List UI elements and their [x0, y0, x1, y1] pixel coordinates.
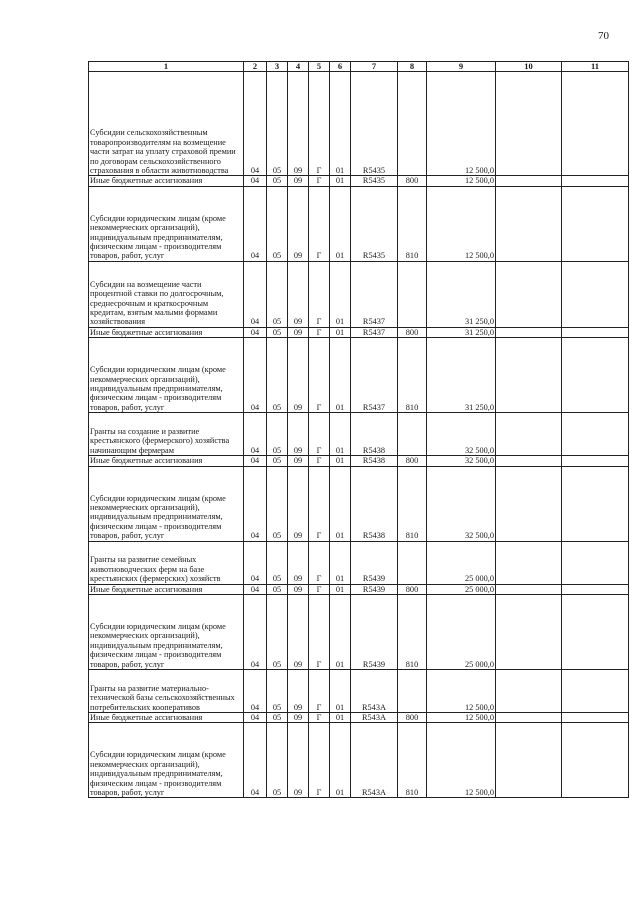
- row-cell-c8: 810: [398, 595, 427, 670]
- row-cell-c3: 05: [267, 72, 288, 176]
- row-cell-c6: 01: [330, 327, 351, 337]
- row-cell-c11: [562, 723, 629, 798]
- row-cell-c3: 05: [267, 338, 288, 413]
- row-cell-c4: 09: [288, 413, 309, 456]
- row-cell-c10: [496, 176, 562, 186]
- column-header: 2: [244, 62, 267, 72]
- table-row: [89, 670, 629, 713]
- row-cell-c9: 31 250,0: [427, 261, 496, 327]
- header-row: [89, 62, 629, 72]
- row-name-cell: Субсидии юридическим лицам (кроме некоммерческих организаций), индивидуальным предпринимателям, физическим лицам - производителям товаров, работ, услуг: [89, 186, 244, 261]
- table-row: [89, 327, 629, 337]
- row-cell-c5: Г: [309, 456, 330, 466]
- row-cell-c4: 09: [288, 713, 309, 723]
- row-cell-c3: 05: [267, 456, 288, 466]
- row-cell-c6: 01: [330, 541, 351, 584]
- row-cell-c3: 05: [267, 466, 288, 541]
- row-cell-c2: 04: [244, 261, 267, 327]
- column-header: 8: [398, 62, 427, 72]
- column-header: 6: [330, 62, 351, 72]
- row-cell-c3: 05: [267, 261, 288, 327]
- row-cell-c4: 09: [288, 723, 309, 798]
- row-cell-c6: 01: [330, 176, 351, 186]
- row-name-cell: Субсидии сельскохозяйственным товаропроизводителям на возмещение части затрат на уплату страховой премии по договорам сельскохозяйственного страхования в области животноводства: [89, 72, 244, 176]
- row-name-cell: Иные бюджетные ассигнования: [89, 713, 244, 723]
- row-name-cell: Субсидии юридическим лицам (кроме некоммерческих организаций), индивидуальным предпринимателям, физическим лицам - производителям товаров, работ, услуг: [89, 723, 244, 798]
- table-row: [89, 186, 629, 261]
- row-cell-c9: 12 500,0: [427, 186, 496, 261]
- row-cell-c8: [398, 72, 427, 176]
- row-cell-c9: 31 250,0: [427, 327, 496, 337]
- row-cell-c10: [496, 413, 562, 456]
- row-cell-c7: R5435: [351, 176, 398, 186]
- row-cell-c3: 05: [267, 176, 288, 186]
- row-cell-c2: 04: [244, 584, 267, 594]
- row-name-cell: Гранты на создание и развитие крестьянского (фермерского) хозяйства начинающим фермерам: [89, 413, 244, 456]
- row-cell-c11: [562, 327, 629, 337]
- row-cell-c9: 32 500,0: [427, 413, 496, 456]
- row-cell-c5: Г: [309, 327, 330, 337]
- column-header: 4: [288, 62, 309, 72]
- row-cell-c8: 810: [398, 466, 427, 541]
- row-cell-c4: 09: [288, 186, 309, 261]
- row-cell-c7: R5438: [351, 456, 398, 466]
- row-cell-c11: [562, 595, 629, 670]
- row-name-cell: Гранты на развитие материально-технической базы сельскохозяйственных потребительских кооперативов: [89, 670, 244, 713]
- row-cell-c9: 25 000,0: [427, 584, 496, 594]
- row-name-cell: Субсидии юридическим лицам (кроме некоммерческих организаций), индивидуальным предпринимателям, физическим лицам - производителям товаров, работ, услуг: [89, 595, 244, 670]
- row-cell-c9: 31 250,0: [427, 338, 496, 413]
- row-cell-c8: [398, 413, 427, 456]
- row-cell-c4: 09: [288, 338, 309, 413]
- column-header: 1: [89, 62, 244, 72]
- row-cell-c7: R5435: [351, 72, 398, 176]
- row-cell-c11: [562, 456, 629, 466]
- row-cell-c6: 01: [330, 584, 351, 594]
- row-cell-c10: [496, 713, 562, 723]
- budget-table: [88, 61, 629, 798]
- row-cell-c9: 32 500,0: [427, 456, 496, 466]
- row-cell-c2: 04: [244, 186, 267, 261]
- row-cell-c5: Г: [309, 541, 330, 584]
- row-cell-c6: 01: [330, 413, 351, 456]
- row-cell-c11: [562, 466, 629, 541]
- row-cell-c9: 12 500,0: [427, 72, 496, 176]
- row-name-cell: Иные бюджетные ассигнования: [89, 456, 244, 466]
- row-name-cell: Иные бюджетные ассигнования: [89, 327, 244, 337]
- table-row: [89, 338, 629, 413]
- row-cell-c2: 04: [244, 338, 267, 413]
- row-cell-c10: [496, 670, 562, 713]
- row-cell-c8: 800: [398, 584, 427, 594]
- row-cell-c8: 810: [398, 723, 427, 798]
- row-cell-c8: 810: [398, 338, 427, 413]
- row-cell-c2: 04: [244, 327, 267, 337]
- row-name-cell: Субсидии юридическим лицам (кроме некоммерческих организаций), индивидуальным предпринимателям, физическим лицам - производителям товаров, работ, услуг: [89, 466, 244, 541]
- row-cell-c10: [496, 584, 562, 594]
- row-cell-c2: 04: [244, 723, 267, 798]
- row-cell-c11: [562, 176, 629, 186]
- table-row: [89, 723, 629, 798]
- row-cell-c9: 12 500,0: [427, 713, 496, 723]
- page-number: 70: [598, 30, 609, 42]
- row-cell-c6: 01: [330, 595, 351, 670]
- row-cell-c5: Г: [309, 72, 330, 176]
- row-cell-c6: 01: [330, 723, 351, 798]
- column-header: 5: [309, 62, 330, 72]
- row-cell-c8: 800: [398, 327, 427, 337]
- row-cell-c2: 04: [244, 670, 267, 713]
- row-cell-c3: 05: [267, 584, 288, 594]
- row-cell-c5: Г: [309, 186, 330, 261]
- row-cell-c4: 09: [288, 176, 309, 186]
- row-cell-c4: 09: [288, 466, 309, 541]
- row-cell-c5: Г: [309, 595, 330, 670]
- table-row: [89, 261, 629, 327]
- row-cell-c11: [562, 413, 629, 456]
- column-header: 3: [267, 62, 288, 72]
- row-name-cell: Субсидии на возмещение части процентной ставки по долгосрочным, среднесрочным и краткосрочным кредитам, взятым малыми формами хозяйствования: [89, 261, 244, 327]
- row-cell-c9: 12 500,0: [427, 176, 496, 186]
- row-cell-c6: 01: [330, 338, 351, 413]
- row-cell-c6: 01: [330, 713, 351, 723]
- row-cell-c10: [496, 327, 562, 337]
- row-cell-c6: 01: [330, 261, 351, 327]
- row-cell-c3: 05: [267, 713, 288, 723]
- table-row: [89, 466, 629, 541]
- row-cell-c4: 09: [288, 261, 309, 327]
- row-cell-c4: 09: [288, 456, 309, 466]
- row-cell-c5: Г: [309, 338, 330, 413]
- table-row: [89, 176, 629, 186]
- row-name-cell: Иные бюджетные ассигнования: [89, 176, 244, 186]
- row-cell-c7: R5439: [351, 595, 398, 670]
- row-cell-c5: Г: [309, 723, 330, 798]
- row-cell-c7: R5435: [351, 186, 398, 261]
- row-cell-c5: Г: [309, 466, 330, 541]
- row-cell-c11: [562, 670, 629, 713]
- row-cell-c9: 25 000,0: [427, 595, 496, 670]
- row-cell-c11: [562, 72, 629, 176]
- row-cell-c8: [398, 541, 427, 584]
- row-cell-c9: 25 000,0: [427, 541, 496, 584]
- row-cell-c11: [562, 584, 629, 594]
- row-cell-c6: 01: [330, 186, 351, 261]
- row-cell-c10: [496, 261, 562, 327]
- column-header: 10: [496, 62, 562, 72]
- row-cell-c3: 05: [267, 186, 288, 261]
- row-cell-c7: R5438: [351, 413, 398, 456]
- row-name-cell: Гранты на развитие семейных животноводческих ферм на базе крестьянских (фермерских) хозяйств: [89, 541, 244, 584]
- row-cell-c2: 04: [244, 541, 267, 584]
- row-cell-c5: Г: [309, 713, 330, 723]
- row-cell-c2: 04: [244, 176, 267, 186]
- row-cell-c8: 800: [398, 456, 427, 466]
- row-cell-c4: 09: [288, 327, 309, 337]
- row-cell-c9: 12 500,0: [427, 723, 496, 798]
- row-cell-c7: R543A: [351, 713, 398, 723]
- table-row: [89, 584, 629, 594]
- row-cell-c11: [562, 261, 629, 327]
- row-cell-c7: R543A: [351, 670, 398, 713]
- row-cell-c10: [496, 723, 562, 798]
- row-cell-c3: 05: [267, 723, 288, 798]
- row-cell-c3: 05: [267, 541, 288, 584]
- column-header: 11: [562, 62, 629, 72]
- row-cell-c2: 04: [244, 713, 267, 723]
- row-cell-c8: [398, 670, 427, 713]
- row-cell-c4: 09: [288, 670, 309, 713]
- row-cell-c3: 05: [267, 670, 288, 713]
- row-cell-c2: 04: [244, 466, 267, 541]
- row-cell-c5: Г: [309, 670, 330, 713]
- table-row: [89, 413, 629, 456]
- row-name-cell: Иные бюджетные ассигнования: [89, 584, 244, 594]
- row-cell-c10: [496, 466, 562, 541]
- row-cell-c7: R5439: [351, 584, 398, 594]
- row-cell-c3: 05: [267, 595, 288, 670]
- row-cell-c2: 04: [244, 413, 267, 456]
- row-cell-c10: [496, 186, 562, 261]
- row-cell-c7: R5439: [351, 541, 398, 584]
- row-cell-c10: [496, 338, 562, 413]
- row-cell-c5: Г: [309, 584, 330, 594]
- row-cell-c2: 04: [244, 456, 267, 466]
- row-cell-c2: 04: [244, 72, 267, 176]
- row-cell-c7: R543A: [351, 723, 398, 798]
- row-cell-c11: [562, 338, 629, 413]
- row-cell-c9: 12 500,0: [427, 670, 496, 713]
- row-cell-c4: 09: [288, 584, 309, 594]
- row-cell-c7: R5438: [351, 466, 398, 541]
- table-row: [89, 72, 629, 176]
- row-cell-c5: Г: [309, 176, 330, 186]
- table-row: [89, 713, 629, 723]
- row-cell-c10: [496, 595, 562, 670]
- table-row: [89, 595, 629, 670]
- row-cell-c8: 800: [398, 176, 427, 186]
- row-cell-c8: 810: [398, 186, 427, 261]
- column-header: 7: [351, 62, 398, 72]
- row-cell-c7: R5437: [351, 261, 398, 327]
- row-cell-c6: 01: [330, 72, 351, 176]
- row-cell-c6: 01: [330, 670, 351, 713]
- table-row: [89, 541, 629, 584]
- column-header: 9: [427, 62, 496, 72]
- row-cell-c10: [496, 72, 562, 176]
- row-cell-c6: 01: [330, 456, 351, 466]
- row-cell-c2: 04: [244, 595, 267, 670]
- row-name-cell: Субсидии юридическим лицам (кроме некоммерческих организаций), индивидуальным предпринимателям, физическим лицам - производителям товаров, работ, услуг: [89, 338, 244, 413]
- row-cell-c11: [562, 713, 629, 723]
- row-cell-c4: 09: [288, 595, 309, 670]
- row-cell-c3: 05: [267, 327, 288, 337]
- row-cell-c3: 05: [267, 413, 288, 456]
- row-cell-c11: [562, 541, 629, 584]
- row-cell-c8: 800: [398, 713, 427, 723]
- table-row: [89, 456, 629, 466]
- row-cell-c8: [398, 261, 427, 327]
- row-cell-c10: [496, 456, 562, 466]
- row-cell-c9: 32 500,0: [427, 466, 496, 541]
- row-cell-c4: 09: [288, 541, 309, 584]
- row-cell-c7: R5437: [351, 338, 398, 413]
- row-cell-c4: 09: [288, 72, 309, 176]
- row-cell-c6: 01: [330, 466, 351, 541]
- row-cell-c7: R5437: [351, 327, 398, 337]
- row-cell-c5: Г: [309, 261, 330, 327]
- row-cell-c11: [562, 186, 629, 261]
- row-cell-c10: [496, 541, 562, 584]
- row-cell-c5: Г: [309, 413, 330, 456]
